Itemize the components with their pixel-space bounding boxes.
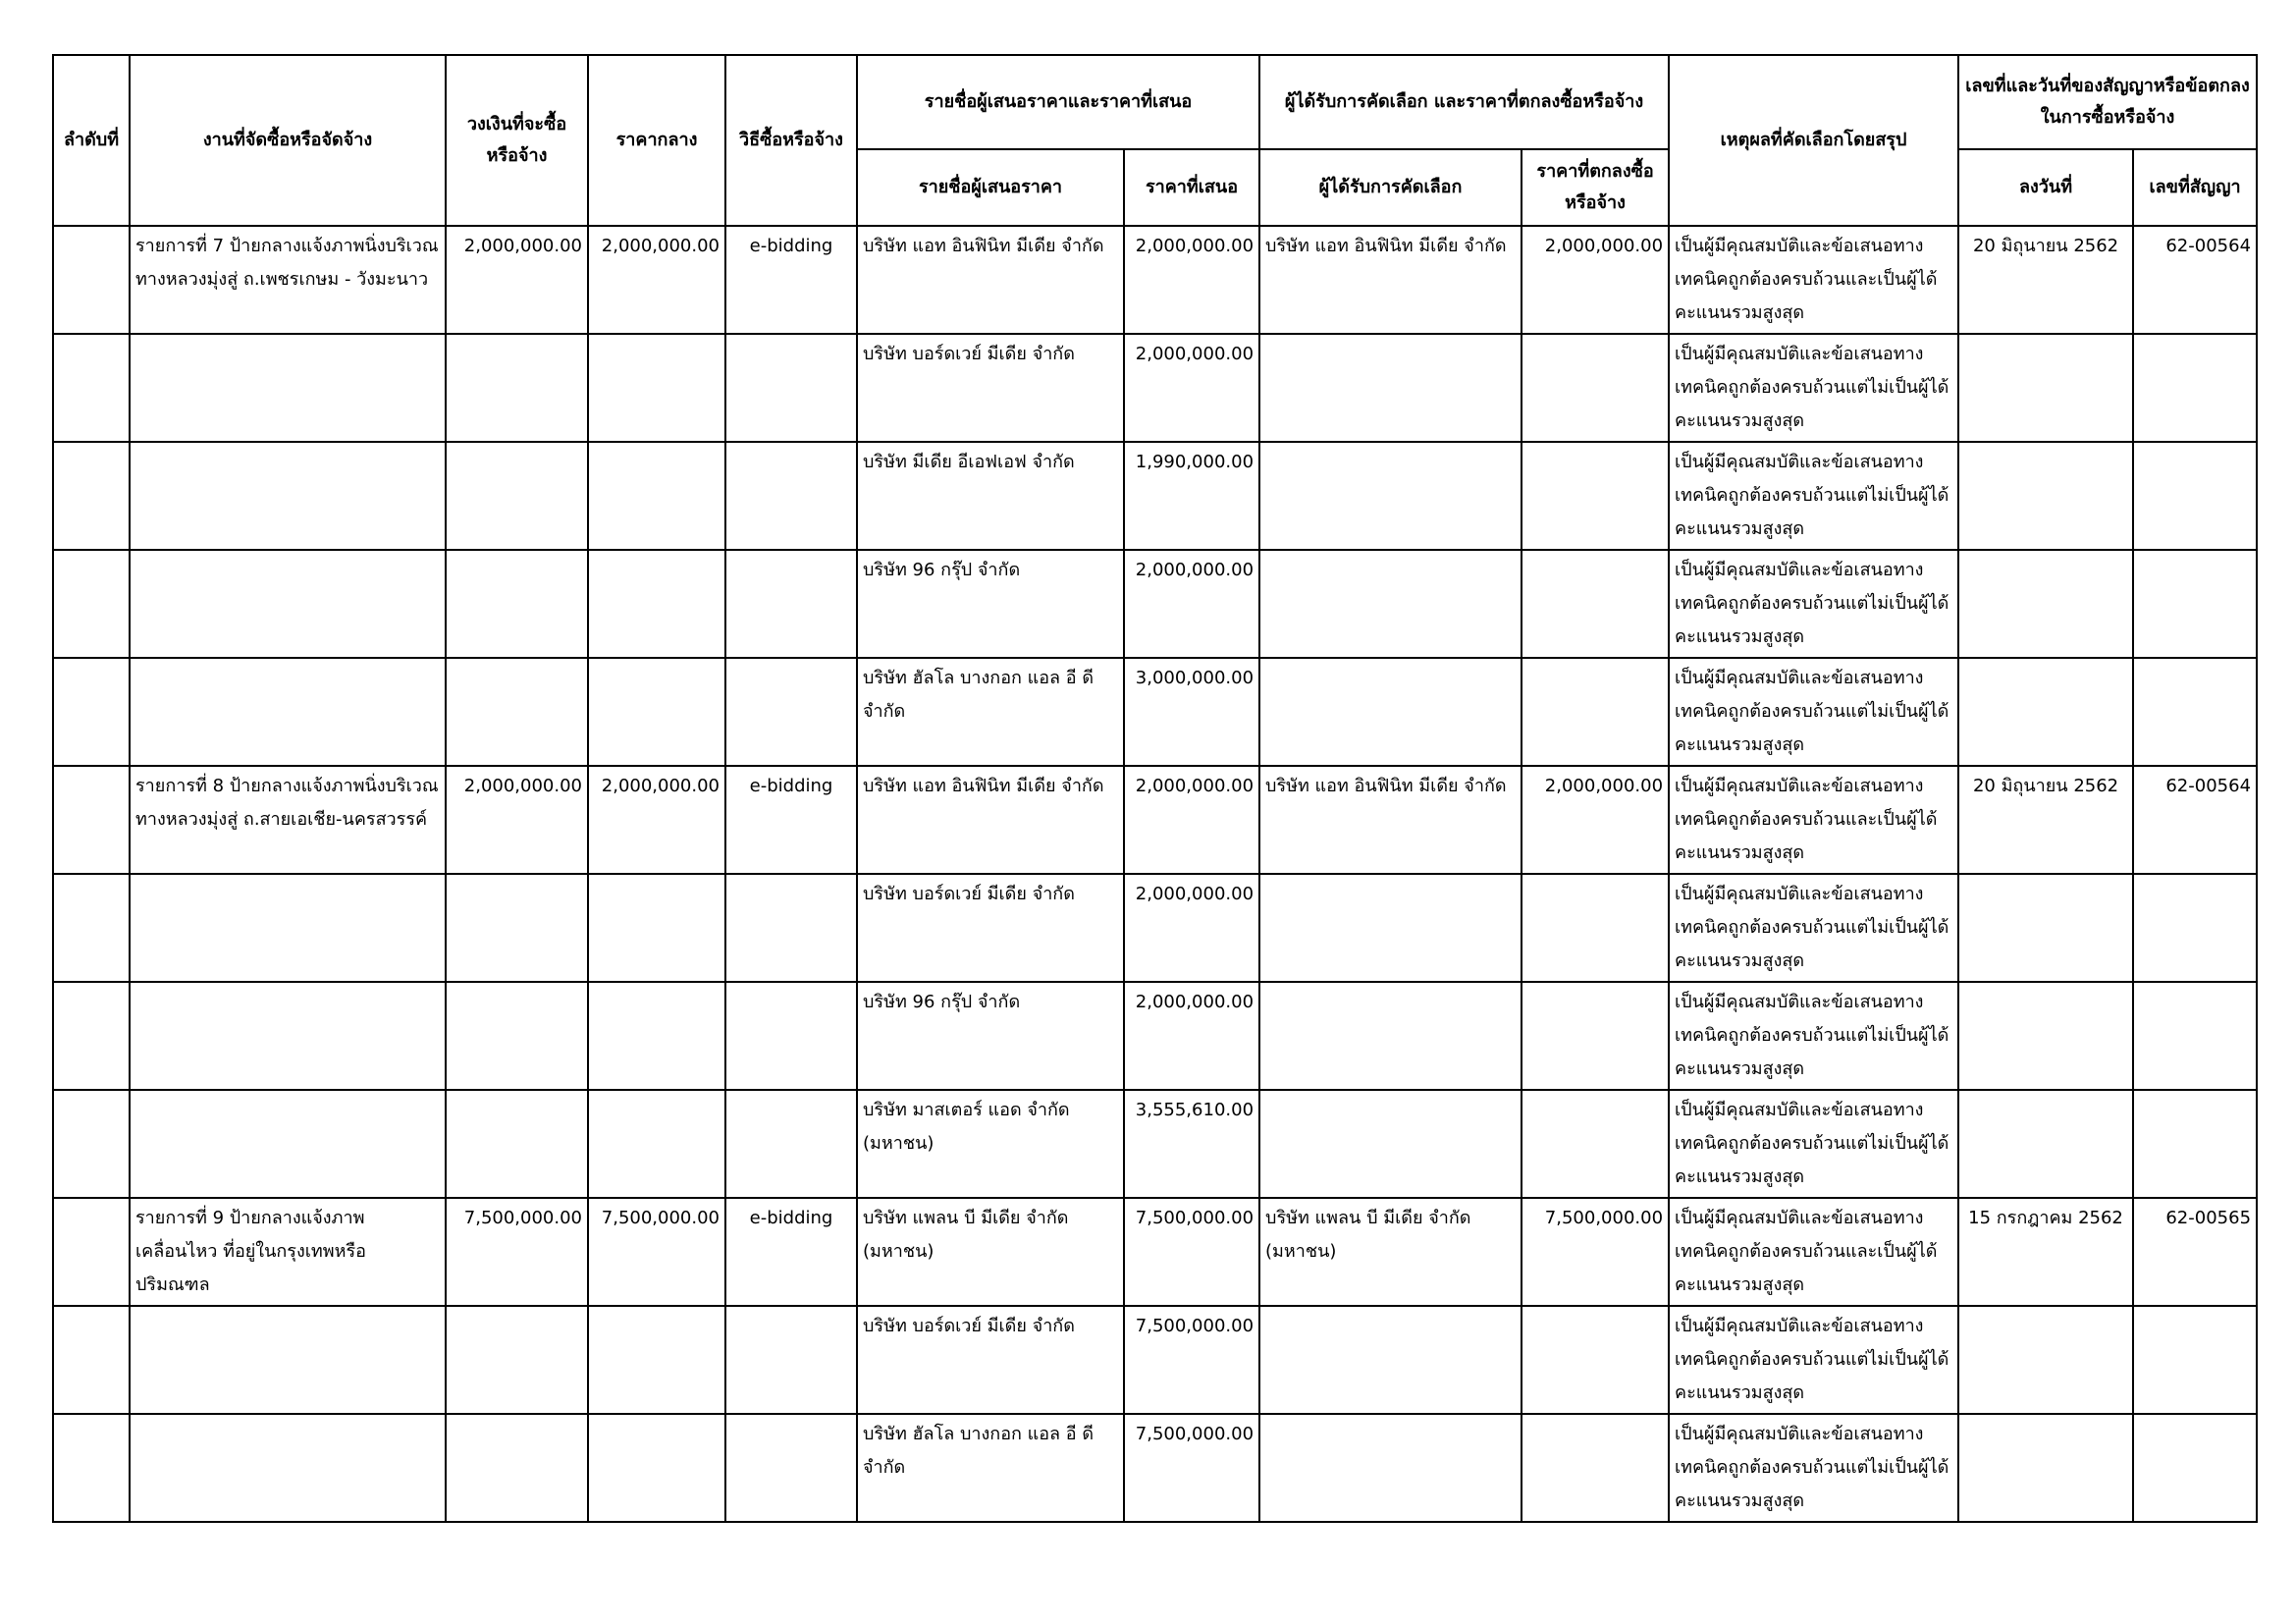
cell-bid-price: 1,990,000.00: [1124, 442, 1259, 550]
cell-agreed-price: 2,000,000.00: [1522, 766, 1669, 874]
header-bidders-group: รายชื่อผู้เสนอราคาและราคาที่เสนอ: [857, 55, 1259, 149]
cell-method: [725, 334, 857, 442]
cell-method: [725, 658, 857, 766]
cell-agreed-price: [1522, 550, 1669, 658]
cell-agreed-price: [1522, 874, 1669, 982]
cell-bid-price: 2,000,000.00: [1124, 874, 1259, 982]
cell-winner-name: [1259, 658, 1522, 766]
table-row: [53, 658, 2257, 766]
cell-seq: [53, 550, 130, 658]
cell-agreed-price: [1522, 658, 1669, 766]
cell-bid-price: 7,500,000.00: [1124, 1414, 1259, 1522]
cell-bid-price: 3,000,000.00: [1124, 658, 1259, 766]
cell-seq: [53, 226, 130, 334]
cell-contract-date: [1958, 550, 2133, 658]
cell-bid-price: 2,000,000.00: [1124, 550, 1259, 658]
cell-reason: เป็นผู้มีคุณสมบัติและข้อเสนอทางเทคนิคถูกต้องครบถ้วนและเป็นผู้ได้คะแนนรวมสูงสุด: [1669, 766, 1958, 874]
cell-winner-name: [1259, 982, 1522, 1090]
cell-method: [725, 1306, 857, 1414]
cell-work: [130, 550, 446, 658]
table-row: [53, 1198, 2257, 1306]
cell-winner-name: [1259, 1090, 1522, 1198]
table-row: [53, 1306, 2257, 1414]
cell-seq: [53, 1090, 130, 1198]
cell-agreed-price: 7,500,000.00: [1522, 1198, 1669, 1306]
cell-bid-price: 2,000,000.00: [1124, 982, 1259, 1090]
cell-reason: เป็นผู้มีคุณสมบัติและข้อเสนอทางเทคนิคถูกต้องครบถ้วนแต่ไม่เป็นผู้ได้คะแนนรวมสูงสุด: [1669, 550, 1958, 658]
cell-contract-no: [2133, 1306, 2257, 1414]
header-contract-no: เลขที่สัญญา: [2133, 149, 2257, 226]
table-row: [53, 1414, 2257, 1522]
header-seq: ลำดับที่: [53, 55, 130, 226]
cell-reason: เป็นผู้มีคุณสมบัติและข้อเสนอทางเทคนิคถูกต้องครบถ้วนแต่ไม่เป็นผู้ได้คะแนนรวมสูงสุด: [1669, 1090, 1958, 1198]
cell-method: e-bidding: [725, 226, 857, 334]
cell-method: [725, 874, 857, 982]
cell-bidder-name: บริษัท 96 กรุ๊ป จำกัด: [857, 550, 1124, 658]
table-row: [53, 766, 2257, 874]
header-budget: วงเงินที่จะซื้อหรือจ้าง: [446, 55, 588, 226]
cell-bid-price: 2,000,000.00: [1124, 766, 1259, 874]
table-row: [53, 874, 2257, 982]
header-method: วิธีซื้อหรือจ้าง: [725, 55, 857, 226]
cell-method: [725, 982, 857, 1090]
cell-method: [725, 1090, 857, 1198]
cell-method: [725, 550, 857, 658]
cell-budget: [446, 550, 588, 658]
cell-budget: [446, 442, 588, 550]
cell-contract-date: [1958, 982, 2133, 1090]
cell-method: [725, 442, 857, 550]
table-row: [53, 226, 2257, 334]
cell-seq: [53, 982, 130, 1090]
cell-contract-date: [1958, 1414, 2133, 1522]
cell-contract-no: [2133, 334, 2257, 442]
cell-bid-price: 7,500,000.00: [1124, 1198, 1259, 1306]
cell-bidder-name: บริษัท บอร์ดเวย์ มีเดีย จำกัด: [857, 334, 1124, 442]
cell-contract-date: [1958, 1306, 2133, 1414]
cell-reason: เป็นผู้มีคุณสมบัติและข้อเสนอทางเทคนิคถูกต้องครบถ้วนแต่ไม่เป็นผู้ได้คะแนนรวมสูงสุด: [1669, 1306, 1958, 1414]
cell-budget: [446, 982, 588, 1090]
cell-median-price: [588, 982, 725, 1090]
cell-median-price: [588, 334, 725, 442]
cell-median-price: [588, 1306, 725, 1414]
cell-median-price: 2,000,000.00: [588, 226, 725, 334]
cell-median-price: 7,500,000.00: [588, 1198, 725, 1306]
cell-work: รายการที่ 9 ป้ายกลางแจ้งภาพเคลื่อนไหว ที่อยู่ในกรุงเทพหรือปริมณฑล: [130, 1198, 446, 1306]
cell-budget: [446, 1090, 588, 1198]
cell-bid-price: 7,500,000.00: [1124, 1306, 1259, 1414]
cell-contract-no: [2133, 1090, 2257, 1198]
cell-budget: 7,500,000.00: [446, 1198, 588, 1306]
cell-winner-name: บริษัท แอท อินฟินิท มีเดีย จำกัด: [1259, 226, 1522, 334]
cell-reason: เป็นผู้มีคุณสมบัติและข้อเสนอทางเทคนิคถูกต้องครบถ้วนแต่ไม่เป็นผู้ได้คะแนนรวมสูงสุด: [1669, 982, 1958, 1090]
cell-contract-no: [2133, 982, 2257, 1090]
cell-reason: เป็นผู้มีคุณสมบัติและข้อเสนอทางเทคนิคถูกต้องครบถ้วนแต่ไม่เป็นผู้ได้คะแนนรวมสูงสุด: [1669, 658, 1958, 766]
cell-median-price: [588, 1090, 725, 1198]
cell-reason: เป็นผู้มีคุณสมบัติและข้อเสนอทางเทคนิคถูกต้องครบถ้วนแต่ไม่เป็นผู้ได้คะแนนรวมสูงสุด: [1669, 334, 1958, 442]
cell-median-price: [588, 658, 725, 766]
cell-bid-price: 2,000,000.00: [1124, 334, 1259, 442]
table-body: [53, 226, 2257, 1522]
cell-median-price: [588, 1414, 725, 1522]
cell-reason: เป็นผู้มีคุณสมบัติและข้อเสนอทางเทคนิคถูกต้องครบถ้วนแต่ไม่เป็นผู้ได้คะแนนรวมสูงสุด: [1669, 874, 1958, 982]
cell-agreed-price: [1522, 334, 1669, 442]
cell-agreed-price: [1522, 982, 1669, 1090]
cell-contract-no: [2133, 550, 2257, 658]
cell-contract-date: [1958, 334, 2133, 442]
cell-contract-no: 62-00564: [2133, 766, 2257, 874]
cell-method: [725, 1414, 857, 1522]
cell-bidder-name: บริษัท ฮัลโล บางกอก แอล อี ดี จำกัด: [857, 658, 1124, 766]
cell-work: รายการที่ 7 ป้ายกลางแจ้งภาพนิ่งบริเวณทางหลวงมุ่งสู่ ถ.เพชรเกษม - วังมะนาว: [130, 226, 446, 334]
cell-contract-date: 20 มิถุนายน 2562: [1958, 766, 2133, 874]
cell-contract-no: 62-00564: [2133, 226, 2257, 334]
cell-winner-name: [1259, 334, 1522, 442]
cell-seq: [53, 874, 130, 982]
cell-bidder-name: บริษัท แพลน บี มีเดีย จำกัด (มหาชน): [857, 1198, 1124, 1306]
cell-winner-name: [1259, 550, 1522, 658]
cell-seq: [53, 1414, 130, 1522]
header-winner-name: ผู้ได้รับการคัดเลือก: [1259, 149, 1522, 226]
table-row: [53, 1090, 2257, 1198]
cell-bid-price: 2,000,000.00: [1124, 226, 1259, 334]
cell-agreed-price: [1522, 442, 1669, 550]
cell-work: [130, 874, 446, 982]
cell-work: [130, 658, 446, 766]
cell-winner-name: [1259, 1306, 1522, 1414]
cell-reason: เป็นผู้มีคุณสมบัติและข้อเสนอทางเทคนิคถูกต้องครบถ้วนและเป็นผู้ได้คะแนนรวมสูงสุด: [1669, 226, 1958, 334]
cell-seq: [53, 658, 130, 766]
cell-reason: เป็นผู้มีคุณสมบัติและข้อเสนอทางเทคนิคถูกต้องครบถ้วนและเป็นผู้ได้คะแนนรวมสูงสุด: [1669, 1198, 1958, 1306]
cell-winner-name: [1259, 442, 1522, 550]
cell-contract-date: 15 กรกฎาคม 2562: [1958, 1198, 2133, 1306]
cell-budget: [446, 334, 588, 442]
header-median-price: ราคากลาง: [588, 55, 725, 226]
cell-method: e-bidding: [725, 766, 857, 874]
cell-reason: เป็นผู้มีคุณสมบัติและข้อเสนอทางเทคนิคถูกต้องครบถ้วนแต่ไม่เป็นผู้ได้คะแนนรวมสูงสุด: [1669, 1414, 1958, 1522]
cell-agreed-price: [1522, 1414, 1669, 1522]
header-contract-group: เลขที่และวันที่ของสัญญาหรือข้อตกลงในการซื้อหรือจ้าง: [1958, 55, 2257, 149]
procurement-table: [52, 54, 2258, 1523]
cell-work: [130, 442, 446, 550]
cell-budget: 2,000,000.00: [446, 226, 588, 334]
cell-work: รายการที่ 8 ป้ายกลางแจ้งภาพนิ่งบริเวณทางหลวงมุ่งสู่ ถ.สายเอเชีย-นครสวรรค์: [130, 766, 446, 874]
cell-budget: [446, 1306, 588, 1414]
header-bidder-name: รายชื่อผู้เสนอราคา: [857, 149, 1124, 226]
cell-contract-date: 20 มิถุนายน 2562: [1958, 226, 2133, 334]
cell-contract-no: 62-00565: [2133, 1198, 2257, 1306]
cell-bidder-name: บริษัท บอร์ดเวย์ มีเดีย จำกัด: [857, 1306, 1124, 1414]
cell-bidder-name: บริษัท ฮัลโล บางกอก แอล อี ดี จำกัด: [857, 1414, 1124, 1522]
cell-contract-date: [1958, 442, 2133, 550]
cell-median-price: 2,000,000.00: [588, 766, 725, 874]
cell-winner-name: บริษัท แอท อินฟินิท มีเดีย จำกัด: [1259, 766, 1522, 874]
cell-seq: [53, 334, 130, 442]
cell-agreed-price: [1522, 1306, 1669, 1414]
cell-work: [130, 1414, 446, 1522]
table-row: [53, 334, 2257, 442]
cell-contract-no: [2133, 874, 2257, 982]
cell-reason: เป็นผู้มีคุณสมบัติและข้อเสนอทางเทคนิคถูกต้องครบถ้วนแต่ไม่เป็นผู้ได้คะแนนรวมสูงสุด: [1669, 442, 1958, 550]
cell-contract-no: [2133, 658, 2257, 766]
cell-bidder-name: บริษัท แอท อินฟินิท มีเดีย จำกัด: [857, 766, 1124, 874]
cell-contract-date: [1958, 658, 2133, 766]
cell-budget: [446, 874, 588, 982]
cell-work: [130, 1306, 446, 1414]
table-row: [53, 550, 2257, 658]
cell-winner-name: [1259, 874, 1522, 982]
cell-method: e-bidding: [725, 1198, 857, 1306]
cell-contract-date: [1958, 1090, 2133, 1198]
cell-contract-no: [2133, 1414, 2257, 1522]
cell-median-price: [588, 550, 725, 658]
cell-bidder-name: บริษัท 96 กรุ๊ป จำกัด: [857, 982, 1124, 1090]
cell-seq: [53, 766, 130, 874]
cell-bid-price: 3,555,610.00: [1124, 1090, 1259, 1198]
table-row: [53, 982, 2257, 1090]
cell-work: [130, 982, 446, 1090]
cell-median-price: [588, 442, 725, 550]
cell-seq: [53, 1306, 130, 1414]
cell-work: [130, 334, 446, 442]
cell-work: [130, 1090, 446, 1198]
table-row: [53, 442, 2257, 550]
cell-budget: 2,000,000.00: [446, 766, 588, 874]
cell-bidder-name: บริษัท บอร์ดเวย์ มีเดีย จำกัด: [857, 874, 1124, 982]
header-reason: เหตุผลที่คัดเลือกโดยสรุป: [1669, 55, 1958, 226]
cell-bidder-name: บริษัท แอท อินฟินิท มีเดีย จำกัด: [857, 226, 1124, 334]
cell-budget: [446, 1414, 588, 1522]
cell-bidder-name: บริษัท มาสเตอร์ แอด จำกัด (มหาชน): [857, 1090, 1124, 1198]
header-agreed-price: ราคาที่ตกลงซื้อหรือจ้าง: [1522, 149, 1669, 226]
cell-agreed-price: 2,000,000.00: [1522, 226, 1669, 334]
cell-winner-name: [1259, 1414, 1522, 1522]
header-work: งานที่จัดซื้อหรือจัดจ้าง: [130, 55, 446, 226]
cell-seq: [53, 1198, 130, 1306]
cell-seq: [53, 442, 130, 550]
cell-contract-no: [2133, 442, 2257, 550]
cell-contract-date: [1958, 874, 2133, 982]
cell-winner-name: บริษัท แพลน บี มีเดีย จำกัด (มหาชน): [1259, 1198, 1522, 1306]
header-winner-group: ผู้ได้รับการคัดเลือก และราคาที่ตกลงซื้อหรือจ้าง: [1259, 55, 1669, 149]
header-contract-date: ลงวันที่: [1958, 149, 2133, 226]
cell-bidder-name: บริษัท มีเดีย อีเอฟเอฟ จำกัด: [857, 442, 1124, 550]
cell-agreed-price: [1522, 1090, 1669, 1198]
cell-budget: [446, 658, 588, 766]
header-bid-price: ราคาที่เสนอ: [1124, 149, 1259, 226]
table-header: [53, 55, 2257, 226]
cell-median-price: [588, 874, 725, 982]
